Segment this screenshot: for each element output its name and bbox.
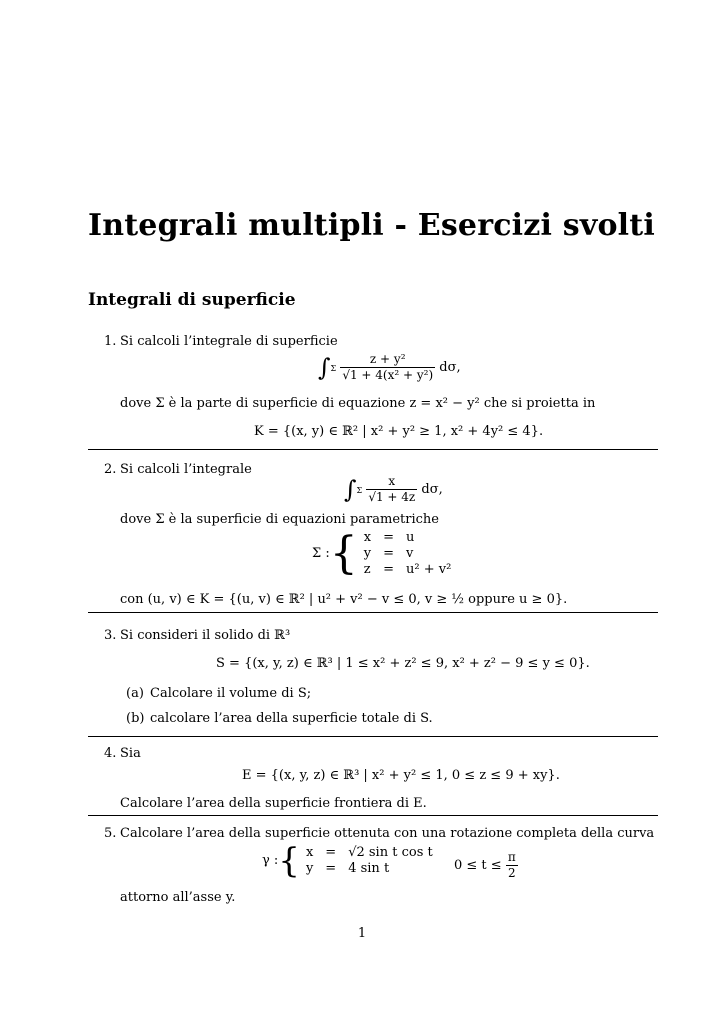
equation-rhs: 4 sin t	[348, 861, 390, 876]
equation-row	[300, 861, 439, 877]
equation-lhs: x	[305, 845, 314, 860]
exercise-intro: Calcolare l’area della superficie ottenuta con una rotazione completa della curva	[120, 826, 655, 841]
equation-eq: =	[325, 861, 337, 876]
surface-description: dove Σ è la parte di superficie di equazione z = x² − y² che si proietta in	[120, 396, 596, 411]
equation-lhs: y	[363, 546, 372, 561]
equation-rhs: u	[405, 530, 415, 545]
numerator: x	[366, 474, 417, 490]
integral-tail: dσ,	[439, 360, 461, 375]
parameter-range	[454, 850, 518, 881]
divider	[88, 612, 658, 613]
equation-lhs: y	[305, 861, 314, 876]
system-label: Σ :	[312, 546, 330, 561]
system-equations	[300, 845, 439, 877]
exercise-number: 5.	[104, 826, 117, 841]
numerator: z + y²	[340, 352, 435, 368]
divider	[88, 736, 658, 737]
range-numerator: π	[507, 850, 516, 864]
system-equations	[358, 530, 458, 578]
rotation-axis: attorno all’asse y.	[120, 890, 236, 905]
surface-description: dove Σ è la superficie di equazioni parametriche	[120, 512, 439, 527]
equation-eq: =	[383, 546, 394, 561]
denominator: √1 + 4z	[368, 490, 416, 504]
system-label: γ :	[262, 853, 279, 868]
equation-eq: =	[383, 530, 394, 545]
surface-integral	[318, 352, 461, 383]
item-label: (a)	[126, 686, 144, 701]
integrand-fraction	[366, 474, 417, 505]
exercise-number: 1.	[104, 334, 117, 349]
equation-lhs: x	[363, 530, 372, 545]
equation-row	[300, 845, 439, 861]
equation-row	[358, 562, 458, 578]
integrand-fraction	[340, 352, 435, 383]
integral-tail: dσ,	[421, 482, 443, 497]
integral-sign: ∫	[318, 353, 331, 382]
integral-subscript: Σ	[356, 486, 363, 495]
equation-eq: =	[325, 845, 337, 860]
equation-lhs: z	[363, 562, 371, 577]
integral-sign: ∫	[344, 475, 357, 504]
section-heading: Integrali di superficie	[88, 290, 296, 310]
integral-subscript: Σ	[330, 364, 337, 373]
exercise-task: Calcolare l’area della superficie frontiera di E.	[120, 796, 427, 811]
equation-rhs: v	[405, 546, 414, 561]
equation-rhs: u² + v²	[405, 562, 452, 577]
curve-system	[262, 841, 439, 881]
item-text: calcolare l’area della superficie totale di S.	[150, 711, 433, 726]
divider	[88, 815, 658, 816]
denominator: √1 + 4(x² + y²)	[342, 368, 434, 382]
range-left: 0 ≤ t ≤	[454, 857, 502, 873]
equation-row	[358, 546, 458, 562]
surface-integral	[344, 474, 443, 505]
exercise-number: 4.	[104, 746, 117, 761]
exercise-intro: Si consideri il solido di ℝ³	[120, 628, 291, 643]
parameter-domain: con (u, v) ∈ K = {(u, v) ∈ ℝ² | u² + v² − v ≤ 0, v ≥ ½ oppure u ≥ 0}.	[120, 592, 568, 607]
divider	[88, 449, 658, 450]
equation-rhs: √2 sin t cos t	[348, 845, 433, 860]
solid-definition: S = {(x, y, z) ∈ ℝ³ | 1 ≤ x² + z² ≤ 9, x² + z² − 9 ≤ y ≤ 0}.	[216, 656, 590, 671]
range-fraction	[506, 850, 518, 881]
left-brace: {	[278, 841, 300, 881]
exercise-number: 3.	[104, 628, 117, 643]
document-title: Integrali multipli - Esercizi svolti	[88, 208, 655, 243]
item-label: (b)	[126, 711, 145, 726]
item-text: Calcolare il volume di S;	[150, 686, 312, 701]
exercise-number: 2.	[104, 462, 117, 477]
parametric-system	[312, 530, 457, 578]
set-definition: E = {(x, y, z) ∈ ℝ³ | x² + y² ≤ 1, 0 ≤ z ≤ 9 + xy}.	[242, 768, 560, 783]
equation-row	[358, 530, 458, 546]
page-number: 1	[357, 926, 367, 941]
equation-eq: =	[383, 562, 394, 577]
exercise-intro: Sia	[120, 746, 141, 761]
left-brace: {	[329, 528, 358, 579]
exercise-intro: Si calcoli l’integrale	[120, 462, 252, 477]
range-denominator: 2	[507, 866, 516, 880]
projection-domain: K = {(x, y) ∈ ℝ² | x² + y² ≥ 1, x² + 4y² ≤ 4}.	[254, 424, 544, 439]
exercise-intro: Si calcoli l’integrale di superficie	[120, 334, 338, 349]
